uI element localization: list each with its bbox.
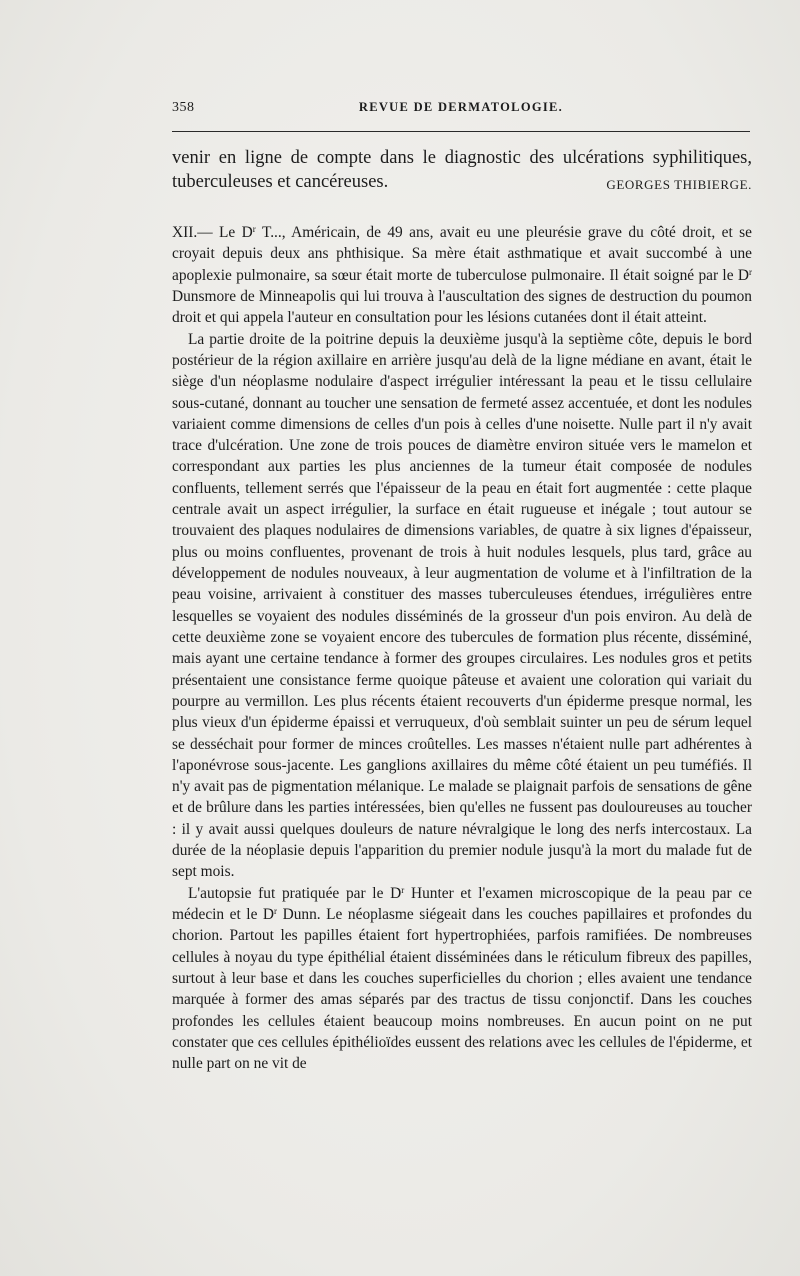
case-report xyxy=(172,222,752,1075)
intro-line-2-text: tuberculeuses et cancéreuses. xyxy=(172,172,389,192)
page-number: 358 xyxy=(172,100,195,115)
continued-paragraph xyxy=(172,146,752,197)
page-header xyxy=(172,100,750,122)
case-p3-superscript-2: r xyxy=(274,906,278,916)
case-paragraph-2: La partie droite de la poitrine depuis la deuxième jusqu'à la septième côte, depuis le bord postérieur de la région axillaire en arrière jusqu'au delà de la ligne médiane en avant, était le siège d'un néoplasme nodulaire d'aspect irrégulier intéressant la peau et le tissu cellulaire sous-cutané, donnant au toucher une sensation de fermeté assez accentuée, et dont les nodules variaient comme dimensions de celles d'un pois à celles d'une noisette. Nulle part il n'y avait trace d'ulcération. Une zone de trois pouces de diamètre environ située vers le mamelon et correspondant aux parties les plus anciennes de la tumeur était composée de nodules confluents, tellement serrés que l'épaisseur de la peau en était fort augmentée : cette plaque centrale avait un aspect irrégulier, la surface en était rugueuse et inégale ; tout autour se trouvaient des plaques nodulaires de dimensions variables, de quatre à six lignes d'épaisseur, plus ou moins confluentes, provenant de trois à huit nodules lesquels, plus tard, grâce au développement de nodules nouveaux, à leur augmentation de volume et à l'infiltration de la peau voisine, arrivaient à constituer des masses tuberculeuses étendues, irrégulières entre lesquelles se voyaient des nodules disséminés de la grosseur d'un pois environ. Au delà de cette deuxième zone se voyaient encore des tubercules de formation plus récente, disséminé, mais ayant une certaine tendance à former des groupes circulaires. Les nodules gros et petits présentaient une consistance ferme quoique pâteuse et avaient une coloration qui variait du pourpre au vermillon. Les plus récents étaient recouverts d'un épiderme presque normal, les plus vieux d'un épiderme épaissi et verruqueux, d'où semblait suinter un peu de sérum lequel se desséchait pour former de minces croûtelles. Les masses n'étaient nulle part adhérentes à l'aponévrose sous-jacente. Les ganglions axillaires du même côté étaient un peu tuméfiés. Il n'y avait pas de pigmentation mélanique. Le malade se plaignait parfois de sensations de gêne et de brûlure dans les parties intéressées, bien qu'elles ne fussent pas douloureuses au toucher : il y avait aussi quelques douleurs de nature névralgique le long des nerfs intercostaux. La durée de la néoplasie depuis l'apparition du premier nodule jusqu'à la mort du malade fut de sept mois. xyxy=(172,330,752,881)
case-paragraph-3 xyxy=(172,883,752,1075)
case-p3-part-c: Dunn. Le néoplasme siégeait dans les couches papillaires et profondes du chorion. Partout les papilles étaient fort hypertrophiées, parfois ramifiées. De nombreuses cellules à noyau du type épithélial étaient disséminées dans le réticulum fibreux des papilles, surtout à leur base et dans les couches superficielles du chorion ; elles avaient une tendance marquée à former des amas séparés par des tractus de tissu conjonctif. Dans les couches profondes les cellules étaient beaucoup moins nombreuses. En aucun point on ne put constater que ces cellules épithélioïdes eussent des relations avec les cellules de l'épiderme, et nulle part on ne vit de xyxy=(172,906,752,1073)
case-p1-part-a: XII.— Le D xyxy=(172,224,253,241)
case-p1-superscript-2: r xyxy=(749,266,752,277)
case-p3-part-b: Hunter et l'examen microscopique de la peau par ce médecin et le D xyxy=(172,884,752,923)
case-p1-superscript-1: r xyxy=(252,224,256,234)
author-signature: GEORGES THIBIERGE. xyxy=(606,177,752,192)
case-p3-superscript-1: r xyxy=(401,884,405,895)
case-p1-part-c: Dunsmore de Minneapolis qui lui trouva à l'auscultation des signes de destruction du poumon droit et qui appela l'auteur en consultation pour les lésions cutanées dont il était atteint. xyxy=(172,287,752,327)
case-paragraph-1 xyxy=(172,222,752,329)
case-p3-part-a: L'autopsie fut pratiquée par le D xyxy=(188,884,402,902)
intro-line-1: venir en ligne de compte dans le diagnostic des ulcérations syphilitiques, xyxy=(172,148,752,168)
header-rule xyxy=(172,131,750,132)
case-p1-part-b: T..., Américain, de 49 ans, avait eu une pleurésie grave du côté droit, et se croyait depuis deux ans phthisique. Sa mère était asthmatique et avait succombé à une apoplexie pulmonaire, sa sœur était morte de tuberculose pulmonaire. Il était soigné par le D xyxy=(172,224,752,284)
intro-line-2 xyxy=(172,170,752,194)
running-title: REVUE DE DERMATOLOGIE. xyxy=(358,100,564,114)
